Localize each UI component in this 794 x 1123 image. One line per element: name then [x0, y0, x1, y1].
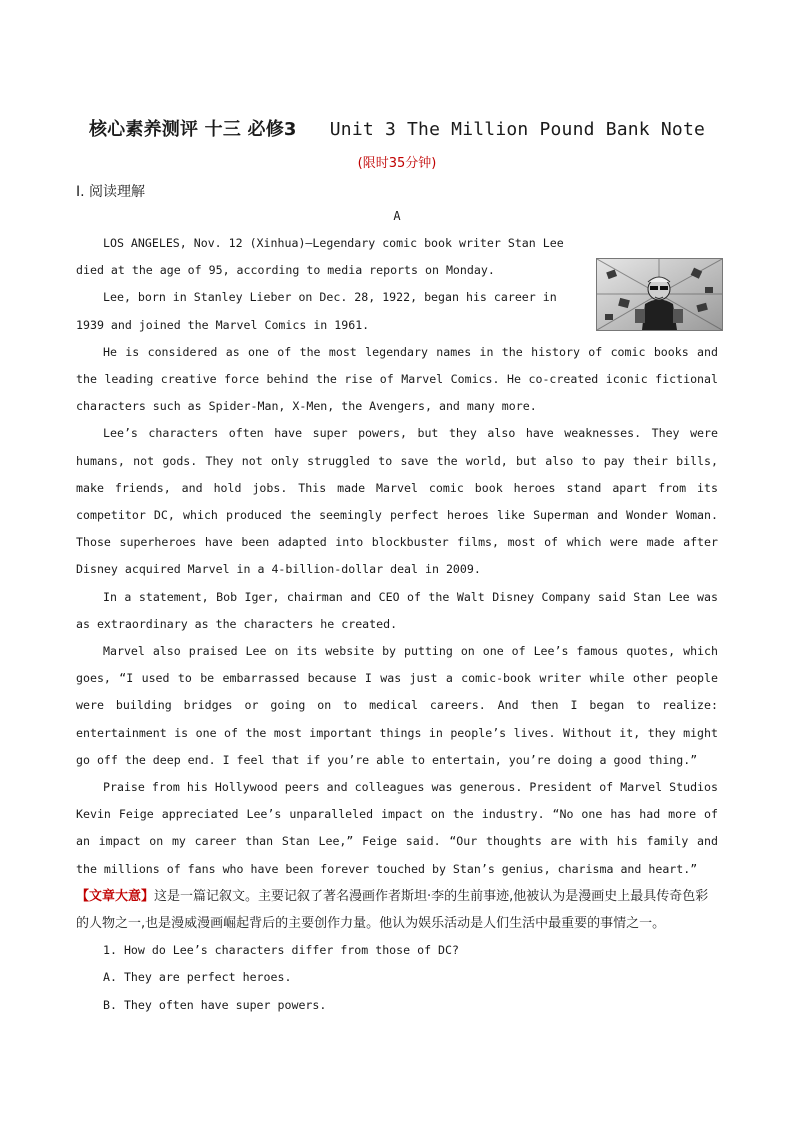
article-summary [76, 883, 718, 937]
question-1-option-a: A. They are perfect heroes. [103, 970, 292, 985]
paragraph-2-line-2: 1939 and joined the Marvel Comics in 1961. [76, 317, 370, 332]
question-1-option-b: B. They often have super powers. [103, 997, 327, 1012]
paragraph-4: Lee’s characters often have super powers, but they also have weaknesses. They were humans, not gods. They not only struggled to save the world, but also to pay their bills, make friends, and hold jobs. This made Marvel comic book heroes stand apart from its competitor DC, which produced the seemingly perfect heroes like Superman and Wonder Woman. Those superheroes have been adapted into blockbuster films, most of which were made after Disney acquired Marvel in a 4-billion-dollar deal in 2009. [76, 426, 718, 577]
time-limit: (限时35分钟) [357, 156, 437, 171]
paragraph-2-line-1: Lee, born in Stanley Lieber on Dec. 28, 1922, began his career in [103, 290, 557, 305]
passage-letter: A [393, 209, 401, 223]
paragraph-7: Praise from his Hollywood peers and colleagues was generous. President of Marvel Studios Kevin Feige appreciated Lee’s unparalleled impact on the industry. “No one has had more of an impact on my career than Stan Lee,” Feige said. “Our thoughts are with his family and the millions of fans who have been forever touched by Stan’s genius, charisma and heart.” [76, 780, 718, 876]
question-1-stem: 1. How do Lee’s characters differ from those of DC? [103, 943, 459, 958]
title-chinese: 核心素养测评 十三 必修3 [88, 119, 297, 140]
paragraph-5: In a statement, Bob Iger, chairman and CEO of the Walt Disney Company said Stan Lee was as extraordinary as the characters he created. [76, 589, 718, 631]
paragraph-3: He is considered as one of the most legendary names in the history of comic books and the leading creative force behind the rise of Marvel Comics. He co-created iconic fictional characters such as Spider-Man, X-Men, the Avengers, and many more. [76, 344, 718, 414]
summary-text: 这是一篇记叙文。主要记叙了著名漫画作者斯坦·李的生前事迹,他被认为是漫画史上最具传奇色彩的人物之一,也是漫威漫画崛起背后的主要创作力量。他认为娱乐活动是人们生活中最重要的事情之一。 [76, 888, 709, 932]
passage-body [76, 230, 718, 1019]
summary-tag: 【文章大意】 [76, 888, 155, 904]
title-english: Unit 3 The Million Pound Bank Note [329, 119, 706, 140]
paragraph-1-line-1: LOS ANGELES, Nov. 12 (Xinhua)—Legendary comic book writer Stan Lee [103, 236, 564, 250]
paragraph-6: Marvel also praised Lee on its website by putting on one of Lee’s famous quotes, which goes, “I used to be embarrassed because I was just a comic-book writer while other people were building bridges or going on to medical careers. And then I began to realize: entertainment is one of the most important things in people’s lives. Without it, they might go off the deep end. I feel that if you’re able to entertain, you’re doing a good thing.” [76, 644, 718, 767]
section-heading: Ⅰ. 阅读理解 [76, 184, 146, 200]
paragraph-1-line-2: died at the age of 95, according to media reports on Monday. [76, 263, 495, 278]
page-title [0, 115, 794, 141]
